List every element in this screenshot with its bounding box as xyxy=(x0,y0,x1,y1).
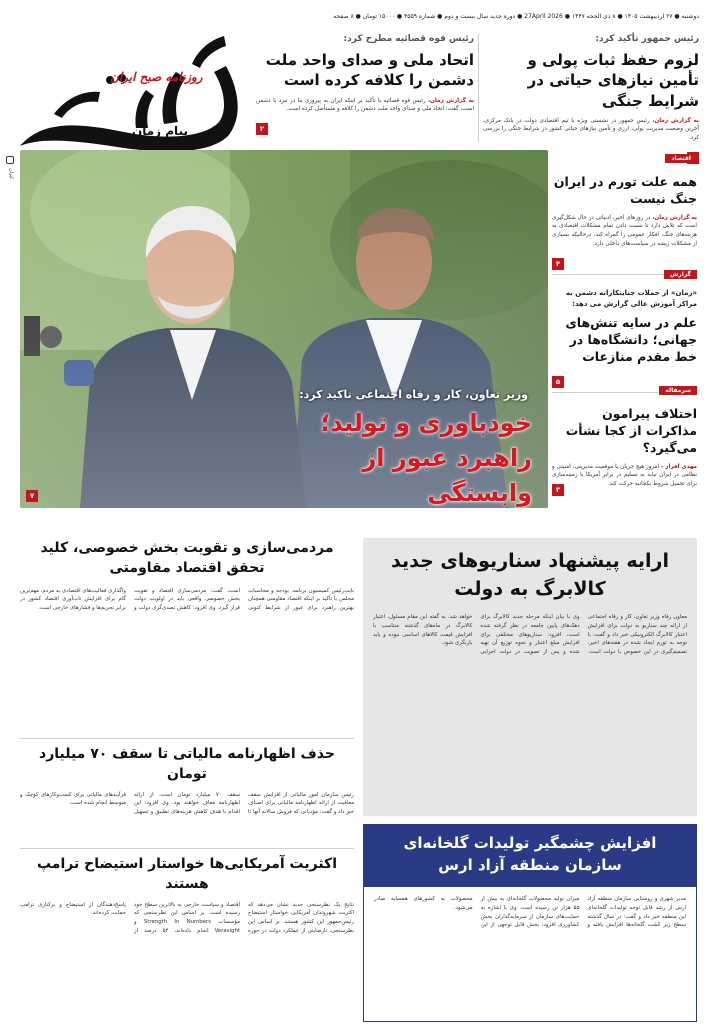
sidebar-story-editorial[interactable] xyxy=(552,386,697,496)
story-body: مدیر شهری و روستایی سازمان منطقه آزاد ارس از رشد قابل توجه تولیدات گلخانه‌ای این منطقه خبر داد و گفت: در سال گذشته سطح زیر کشت گلخانه‌ها افزایش یافته و میزان تولید محصولات گلخانه‌ای به بیش از ۵۵ هزار تن رسیده است. وی با اشاره به حمایت‌های سازمان از سرمایه‌گذاران بخش کشاورزی افزود: بخش قابل توجهی از این محصولات به کشورهای همسایه صادر می‌شود. xyxy=(374,896,686,929)
story-body: معاون رفاه وزیر تعاون، کار و رفاه اجتماعی از ارائه چند سناریو به دولت برای افزایش اعتبار کالابرگ الکترونیکی خبر داد و گفت: با توجه به تورم ایجاد شده در هفته‌های اخیر، تصمیم‌گیری در این خصوص با دولت است. وی با بیان اینکه مرحله جدید کالابرگ برای دهک‌های پایین جامعه در نظر گرفته شده است، افزود: سناریوهای مختلفی برای افزایش مبلغ اعتبار و نحوه توزیع آن تهیه شده و پس از تصویب در دولت اجرایی خواهد شد. به گفته این مقام مسئول، اعتبار کالابرگ در ماه‌های گذشته متناسب با افزایش قیمت کالاهای اساسی نبوده و باید بازنگری شود. xyxy=(373,614,687,656)
story-lead: به گزارش زمان، رئیس قوه قضائیه با تأکید بر اینکه ایران به پیروزی ما در نبرد با دشمن است، گفت: اتحاد ملی و صدای واحد ملت دشمن را کلافه و مستأصل کرده است. xyxy=(256,97,474,113)
masthead-logo xyxy=(14,28,244,156)
top-bar xyxy=(0,0,717,26)
sidebar xyxy=(552,150,697,508)
story-body: نایب‌رئیس کمیسیون برنامه، بودجه و محاسبات مجلس با تأکید بر اینکه اقتصاد مقاومتی همچنان بهترین راهبرد برای عبور از شرایط کنونی است، گفت: مردمی‌سازی اقتصاد و تقویت بخش خصوصی واقعی باید در اولویت دولت قرار گیرد. وی افزود: کاهش تصدی‌گری دولت و واگذاری فعالیت‌های اقتصادی به مردم، مهم‌ترین گام برای افزایش تاب‌آوری اقتصاد کشور در برابر تحریم‌ها و فشارهای خارجی است. xyxy=(20,587,354,612)
sidebar-kicker: «زمان» از حملات جنایتکارانه دشمن به مراکز آموزش عالی گزارش می دهد: xyxy=(565,289,697,308)
story-headline: افزایش چشمگیر تولیدات گلخانه‌ای سازمان منطقه آزاد ارس xyxy=(403,834,657,874)
story-kicker: رئیس قوه قضائیه مطرح کرد: xyxy=(343,34,474,44)
story-header xyxy=(364,825,696,887)
dateline: دوشنبه ● ۲۷ اردیبهشت ۱۴۰۵ ● ۸ ذی الحجه ۱۴۴۷ ● 27April 2026 ● دوره جدید سال بیست و دوم ● شماره ۴۵۵۹ ● ۱۵۰۰۰ تومان ● ۸ صفحه xyxy=(333,13,699,20)
divider xyxy=(20,848,354,849)
page-number-badge: ۷ xyxy=(26,490,38,502)
sidebar-lead: به گزارش زمان، در روزهای اخیر، ادبیاتی در حال شکل‌گیری است که تلاش دارد تا نسبت دادن تمام مشکلات اقتصادی به هزینه‌های جنگ، افکار عمومی را گمراه کند، درحالیکه بسیاری از مشکلات ریشه در سیاست‌های داخلی دارد. xyxy=(552,214,697,247)
story-headline: مردمی‌سازی و تقویت بخش خصوصی، کلید تحقق اقتصاد مقاومتی xyxy=(40,540,334,577)
story-headline: ارایه پیشنهاد سناریوهای جدید کالابرگ به دولت xyxy=(391,550,669,600)
sidebar-headline: علم در سایه تنش‌های جهانی؛ دانشگاه‌ها در خط مقدم منازعات xyxy=(565,315,697,364)
photo-headline[interactable]: خودباوری و تولید؛ راهبرد عبور از وابستگی xyxy=(320,409,532,507)
page-number-badge: ۲ xyxy=(256,123,268,135)
story-impeachment-poll[interactable] xyxy=(20,854,354,1020)
page-number-badge: ۵ xyxy=(552,376,564,388)
instagram-icon xyxy=(6,156,14,164)
corner-label: ایران xyxy=(8,168,14,179)
story-resistance-economy[interactable] xyxy=(20,538,354,734)
logo-text: پیام زمان xyxy=(132,124,188,138)
story-tax-return[interactable] xyxy=(20,744,354,844)
story-headline: حذف اظهارنامه مالیاتی تا سقف ۷۰ میلیارد تومان xyxy=(39,746,335,783)
section-tag: سرمقاله xyxy=(659,386,697,395)
sidebar-headline: اختلاف پیرامون مذاکرات از کجا نشأت می‌گیرد؟ xyxy=(565,406,697,455)
page-number-badge: ۴ xyxy=(552,258,564,270)
divider xyxy=(20,738,354,739)
sidebar-story-universities[interactable] xyxy=(552,270,697,388)
story-body: نتایج یک نظرسنجی جدید نشان می‌دهد که اکثریت شهروندان آمریکایی خواستار استیضاح رئیس‌جمهور این کشور هستند. بر اساس این نظرسنجی، نارضایتی از عملکرد دولت در حوزه اقتصاد و سیاست خارجی به بالاترین سطح خود رسیده است. بر اساس این نظرسنجی که مؤسسات Strength In Numbers و Verasight انجام داده‌اند، ۵۴ درصد از پاسخ‌دهندگان از استیضاح و برکناری ترامپ حمایت کرده‌اند. xyxy=(20,901,354,934)
social-icons xyxy=(4,156,14,196)
section-tag: اقتصاد xyxy=(665,154,697,163)
column-divider xyxy=(478,34,479,142)
story-body: رئیس سازمان امور مالیاتی از افزایش سقف معافیت از ارائه اظهارنامه مالیاتی برای اصناف خبر داد و گفت: مؤدیانی که فروش سالانه آنها تا سقف ۷۰ میلیارد تومان است، از ارائه اظهارنامه معاف خواهند بود. وی افزود: این اقدام با هدف کاهش هزینه‌های تطبیق و تسهیل فرآیندهای مالیاتی برای کسب‌وکارهای کوچک و متوسط انجام شده است. xyxy=(20,791,354,816)
story-kicker: رئیس جمهور تأکید کرد: xyxy=(595,34,699,44)
story-headline: اکثریت آمریکایی‌ها خواستار استیضاح ترامپ هستند xyxy=(36,856,337,893)
story-aras[interactable] xyxy=(363,824,697,1022)
top-story-judiciary[interactable] xyxy=(256,28,474,148)
section-tag: گزارش xyxy=(664,270,697,279)
sidebar-headline: همه علت تورم در ایران جنگ نیست xyxy=(553,174,697,206)
page-number-badge: ۳ xyxy=(552,484,564,496)
sidebar-lead: مهدی افراز - امروز هیچ جریان یا موقعیت مدیریتی، امنیتی و نظامی در ایران نباید به تسلیم در برابر آمریکا یا زمینه‌سازی برای تحمیل شروط یکجانبه حرکت کند. xyxy=(552,463,697,487)
story-lead: به گزارش زمان، رئیس جمهور در نشستی ویژه با تیم اقتصادی دولت در بانک مرکزی، آخرین وضعیت مدیریت پولی، ارزی و تأمین نیازهای حیاتی کشور در شرایط جنگی را بررسی کرد. xyxy=(483,117,699,142)
top-story-president[interactable] xyxy=(483,28,699,148)
main-photo xyxy=(20,150,548,508)
story-kalabarg[interactable] xyxy=(363,538,697,816)
story-headline: لزوم حفظ ثبات پولی و تأمین نیازهای حیاتی در شرایط جنگی xyxy=(527,51,699,110)
sidebar-story-inflation[interactable] xyxy=(552,154,697,270)
slogan: روزنامه صبح ایران xyxy=(110,70,203,84)
story-headline: اتحاد ملی و صدای واحد ملت دشمن را کلافه کرده است xyxy=(265,51,474,90)
photo-kicker: وزیر تعاون، کار و رفاه اجتماعی تاکید کرد: xyxy=(299,388,528,401)
